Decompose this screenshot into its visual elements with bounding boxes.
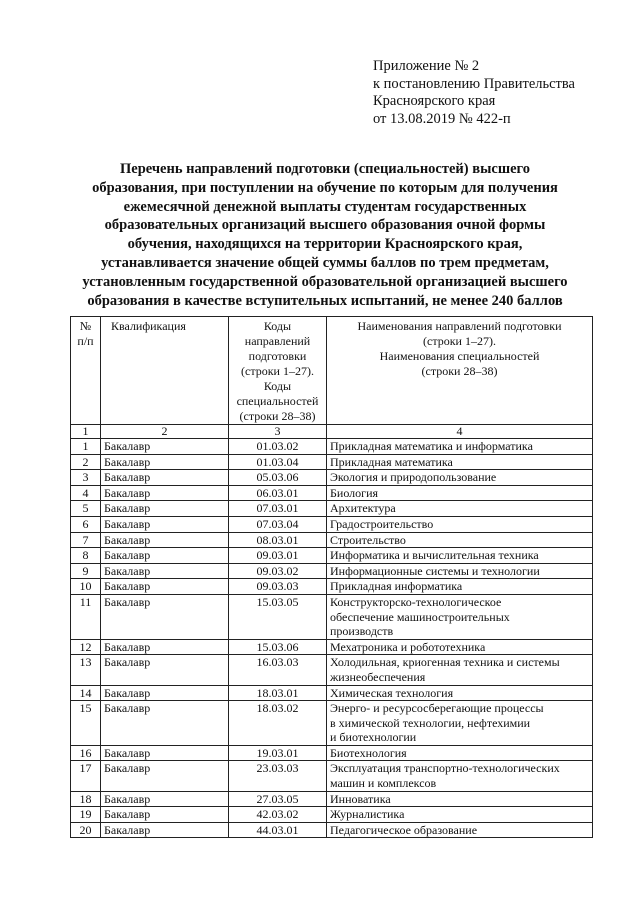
table-row [71,685,593,701]
row-name-line: Химическая технология [330,685,454,700]
row-name [327,594,593,639]
table-row [71,807,593,823]
row-code: 27.03.05 [229,791,327,807]
table-body [71,439,593,838]
row-number: 20 [71,822,101,838]
row-number: 13 [71,655,101,685]
row-code: 09.03.01 [229,548,327,564]
row-name [327,548,593,564]
title-line: образовательных организаций высшего образования очной формы [104,217,546,234]
table-row [71,563,593,579]
header-codes-line: (строки 1–27). [241,364,314,378]
header-codes-line: Коды [263,319,292,333]
header-codes-line: направлений [244,334,311,348]
table-row [71,516,593,532]
row-qualification: Бакалавр [101,594,229,639]
row-name [327,454,593,470]
row-number: 3 [71,470,101,486]
row-code: 23.03.03 [229,761,327,791]
row-code: 16.03.03 [229,655,327,685]
annex-line-4: от 13.08.2019 № 422-п [373,110,511,127]
row-name-line: Конструкторско-технологическое [330,594,502,609]
row-qualification: Бакалавр [101,639,229,655]
row-code: 09.03.03 [229,579,327,595]
table-row [71,761,593,791]
row-number: 12 [71,639,101,655]
row-name-line: Прикладная математика [330,454,453,469]
column-index: 1 [71,425,101,439]
header-names-line: Наименования направлений подготовки [357,319,562,333]
row-qualification: Бакалавр [101,548,229,564]
row-code: 18.03.01 [229,685,327,701]
row-number: 14 [71,685,101,701]
row-qualification: Бакалавр [101,701,229,746]
row-number: 5 [71,501,101,517]
column-index: 2 [101,425,229,439]
row-code: 15.03.05 [229,594,327,639]
row-number: 16 [71,745,101,761]
row-name [327,807,593,823]
specialties-table [70,316,593,838]
row-code: 01.03.02 [229,439,327,455]
row-name-line: Инноватика [330,791,391,806]
row-number: 19 [71,807,101,823]
title-line: образования, при поступлении на обучение по которым для получения [92,179,558,196]
row-name-line: Экология и природопользование [330,470,497,485]
header-names-line: Наименования специальностей [379,349,540,363]
row-name-line: Информационные системы и технологии [330,563,540,578]
row-name [327,685,593,701]
row-name-line: Холодильная, криогенная техника и системы [330,655,560,670]
header-qualification: Квалификация [101,317,229,425]
column-index: 3 [229,425,327,439]
row-code: 44.03.01 [229,822,327,838]
row-name [327,470,593,486]
header-codes-line: (строки 28–38) [239,409,316,423]
table-row [71,485,593,501]
table-row [71,439,593,455]
row-name-line: в химической технологии, нефтехимии [330,715,531,730]
row-qualification: Бакалавр [101,501,229,517]
row-qualification: Бакалавр [101,563,229,579]
annex-line-2: к постановлению Правительства [373,75,575,92]
title-line: устанавливается значение общей суммы баллов по трем предметам, [101,254,549,271]
row-name-line: Прикладная математика и информатика [330,439,533,453]
row-code: 19.03.01 [229,745,327,761]
row-qualification: Бакалавр [101,761,229,791]
row-name [327,639,593,655]
row-name [327,655,593,685]
document-title [60,160,590,310]
title-line: Перечень направлений подготовки (специальностей) высшего [120,161,530,177]
row-qualification: Бакалавр [101,516,229,532]
row-name [327,501,593,517]
row-qualification: Бакалавр [101,745,229,761]
table-row [71,745,593,761]
row-number: 11 [71,594,101,639]
row-code: 06.03.01 [229,485,327,501]
row-qualification: Бакалавр [101,579,229,595]
row-name [327,563,593,579]
table-row [71,791,593,807]
row-qualification: Бакалавр [101,439,229,455]
table-row [71,548,593,564]
row-number: 17 [71,761,101,791]
row-name-line: жизнеобеспечения [330,669,426,684]
row-number: 9 [71,563,101,579]
header-codes [229,317,327,425]
row-name [327,532,593,548]
table-row [71,470,593,486]
row-number: 1 [71,439,101,455]
title-line: установленным государственной образовательной организацией высшего [82,273,568,290]
row-code: 09.03.02 [229,563,327,579]
row-name-line: обеспечение машиностроительных [330,609,510,624]
row-name-line: производств [330,624,394,639]
header-number-line: № [79,319,92,333]
row-qualification: Бакалавр [101,485,229,501]
row-code: 05.03.06 [229,470,327,486]
annex-block [373,58,575,128]
row-name-line: Архитектура [330,501,396,516]
title-line: ежемесячной денежной выплаты студентам государственных [123,198,527,215]
row-number: 4 [71,485,101,501]
title-line: образования в качестве вступительных испытаний, не менее 240 баллов [87,292,563,309]
row-name [327,745,593,761]
row-name-line: Биотехнология [330,745,407,760]
row-qualification: Бакалавр [101,791,229,807]
row-number: 2 [71,454,101,470]
row-number: 8 [71,548,101,564]
header-names [327,317,593,425]
row-qualification: Бакалавр [101,685,229,701]
row-name-line: Энерго- и ресурсосберегающие процессы [330,701,544,716]
table-header-row [71,317,593,425]
row-name [327,516,593,532]
row-name-line: Мехатроника и робототехника [330,639,486,654]
row-code: 01.03.04 [229,454,327,470]
table-row [71,639,593,655]
row-name-line: Прикладная информатика [330,579,463,594]
row-name-line: Педагогическое образование [330,822,478,837]
header-codes-line: специальностей [236,394,319,408]
row-code: 07.03.04 [229,516,327,532]
row-name [327,485,593,501]
header-number-line: п/п [77,334,94,348]
row-qualification: Бакалавр [101,655,229,685]
row-name [327,439,593,455]
row-name-line: Эксплуатация транспортно-технологических [330,761,560,776]
table-row [71,655,593,685]
row-qualification: Бакалавр [101,532,229,548]
row-qualification: Бакалавр [101,454,229,470]
row-code: 42.03.02 [229,807,327,823]
column-index-row [71,425,593,439]
row-qualification: Бакалавр [101,807,229,823]
row-name-line: Журналистика [330,807,405,822]
row-number: 7 [71,532,101,548]
row-code: 18.03.02 [229,701,327,746]
row-number: 6 [71,516,101,532]
header-number [71,317,101,425]
row-number: 10 [71,579,101,595]
title-line: обучения, находящихся на территории Красноярского края, [127,236,523,253]
row-name-line: Информатика и вычислительная техника [330,548,539,563]
table-row [71,579,593,595]
annex-line-3: Красноярского края [373,93,496,109]
row-code: 07.03.01 [229,501,327,517]
row-name [327,761,593,791]
row-number: 15 [71,701,101,746]
table-row [71,454,593,470]
row-name [327,822,593,838]
row-name [327,579,593,595]
table-row [71,594,593,639]
row-code: 08.03.01 [229,532,327,548]
row-number: 18 [71,791,101,807]
row-name [327,701,593,746]
header-codes-line: Коды [263,379,292,393]
row-name-line: Градостроительство [330,516,434,531]
table-row [71,701,593,746]
table-row [71,822,593,838]
row-qualification: Бакалавр [101,470,229,486]
table-row [71,532,593,548]
row-name-line: машин и комплексов [330,776,437,791]
row-name-line: Строительство [330,532,406,547]
header-names-line: (строки 28–38) [421,364,498,378]
table-row [71,501,593,517]
row-qualification: Бакалавр [101,822,229,838]
column-index: 4 [327,425,593,439]
row-name [327,791,593,807]
row-name-line: Биология [330,485,379,500]
row-name-line: и биотехнологии [330,730,417,745]
annex-line-1: Приложение № 2 [373,58,480,74]
header-codes-line: подготовки [248,349,307,363]
row-code: 15.03.06 [229,639,327,655]
header-names-line: (строки 1–27). [423,334,496,348]
